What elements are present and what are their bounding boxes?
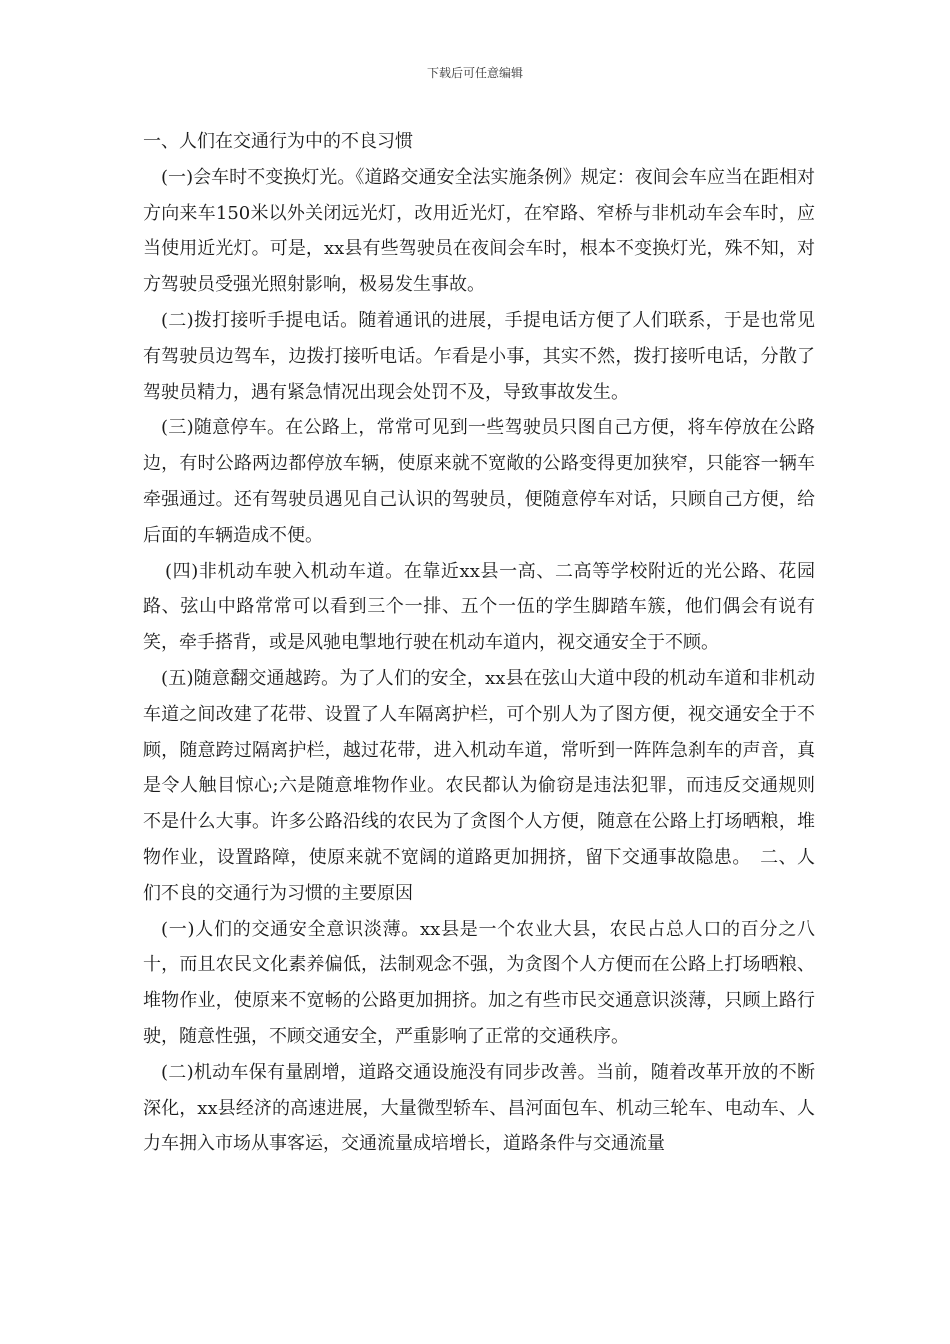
paragraph-4: (四)非机动车驶入机动车道。在靠近xx县一高、二高等学校附近的光公路、花园路、弦山中路常常可以看到三个一排、五个一伍的学生脚踏车簇，他们偶会有说有笑，牵手搭背，或是风驰电掣地行驶在机动车道内，视交通安全于不顾。 — [143, 560, 815, 654]
document-body — [143, 124, 815, 1162]
paragraph-7: (二)机动车保有量剧增，道路交通设施没有同步改善。当前，随着改革开放的不断深化，xx县经济的高速进展，大量微型轿车、昌河面包车、机动三轮车、电动车、人力车拥入市场从事客运，交通流量成培增长，道路条件与交通流量 — [143, 1061, 815, 1155]
paragraph-5: (五)随意翻交通越跨。为了人们的安全，xx县在弦山大道中段的机动车道和非机动车道之间改建了花带、设置了人车隔离护栏，可个别人为了图方便，视交通安全于不顾，随意跨过隔离护栏，越过花带，进入机动车道，常听到一阵阵急刹车的声音，真是令人触目惊心;六是随意堆物作业。农民都认为偷窃是违法犯罪，而违反交通规则不是什么大事。许多公路沿线的农民为了贪图个人方便，随意在公路上打场晒粮，堆物作业，设置路障，使原来就不宽阔的道路更加拥挤，留下交通事故隐患。 二、人们不良的交通行为习惯的主要原因 — [143, 667, 815, 904]
section-heading: 一、人们在交通行为中的不良习惯 — [143, 131, 413, 152]
paragraph-2: (二)拨打接听手提电话。随着通讯的进展，手提电话方便了人们联系，于是也常见有驾驶员边驾车，边拨打接听电话。乍看是小事，其实不然，拨打接听电话，分散了驾驶员精力，遇有紧急情况出现会处罚不及，导致事故发生。 — [143, 309, 815, 403]
paragraph-3: (三)随意停车。在公路上，常常可见到一些驾驶员只图自己方便，将车停放在公路边，有时公路两边都停放车辆，使原来就不宽敞的公路变得更加狭窄，只能容一辆车牵强通过。还有驾驶员遇见自己认识的驾驶员，便随意停车对话，只顾自己方便，给后面的车辆造成不便。 — [143, 417, 815, 546]
paragraph-1: (一)会车时不变换灯光。《道路交通安全法实施条例》规定：夜间会车应当在距相对方向来车150米以外关闭远光灯，改用近光灯，在窄路、窄桥与非机动车会车时，应当使用近光灯。可是，xx县有些驾驶员在夜间会车时，根本不变换灯光，殊不知，对方驾驶员受强光照射影响，极易发生事故。 — [143, 166, 815, 296]
page-header-note: 下载后可任意编辑 — [426, 66, 523, 80]
paragraph-6: (一)人们的交通安全意识淡薄。xx县是一个农业大县，农民占总人口的百分之八十，而且农民文化素养偏低，法制观念不强，为贪图个人方便而在公路上打场晒粮、堆物作业，使原来不宽畅的公路更加拥挤。加之有些市民交通意识淡薄，只顾上路行驶，随意性强，不顾交通安全，严重影响了正常的交通秩序。 — [143, 918, 815, 1047]
